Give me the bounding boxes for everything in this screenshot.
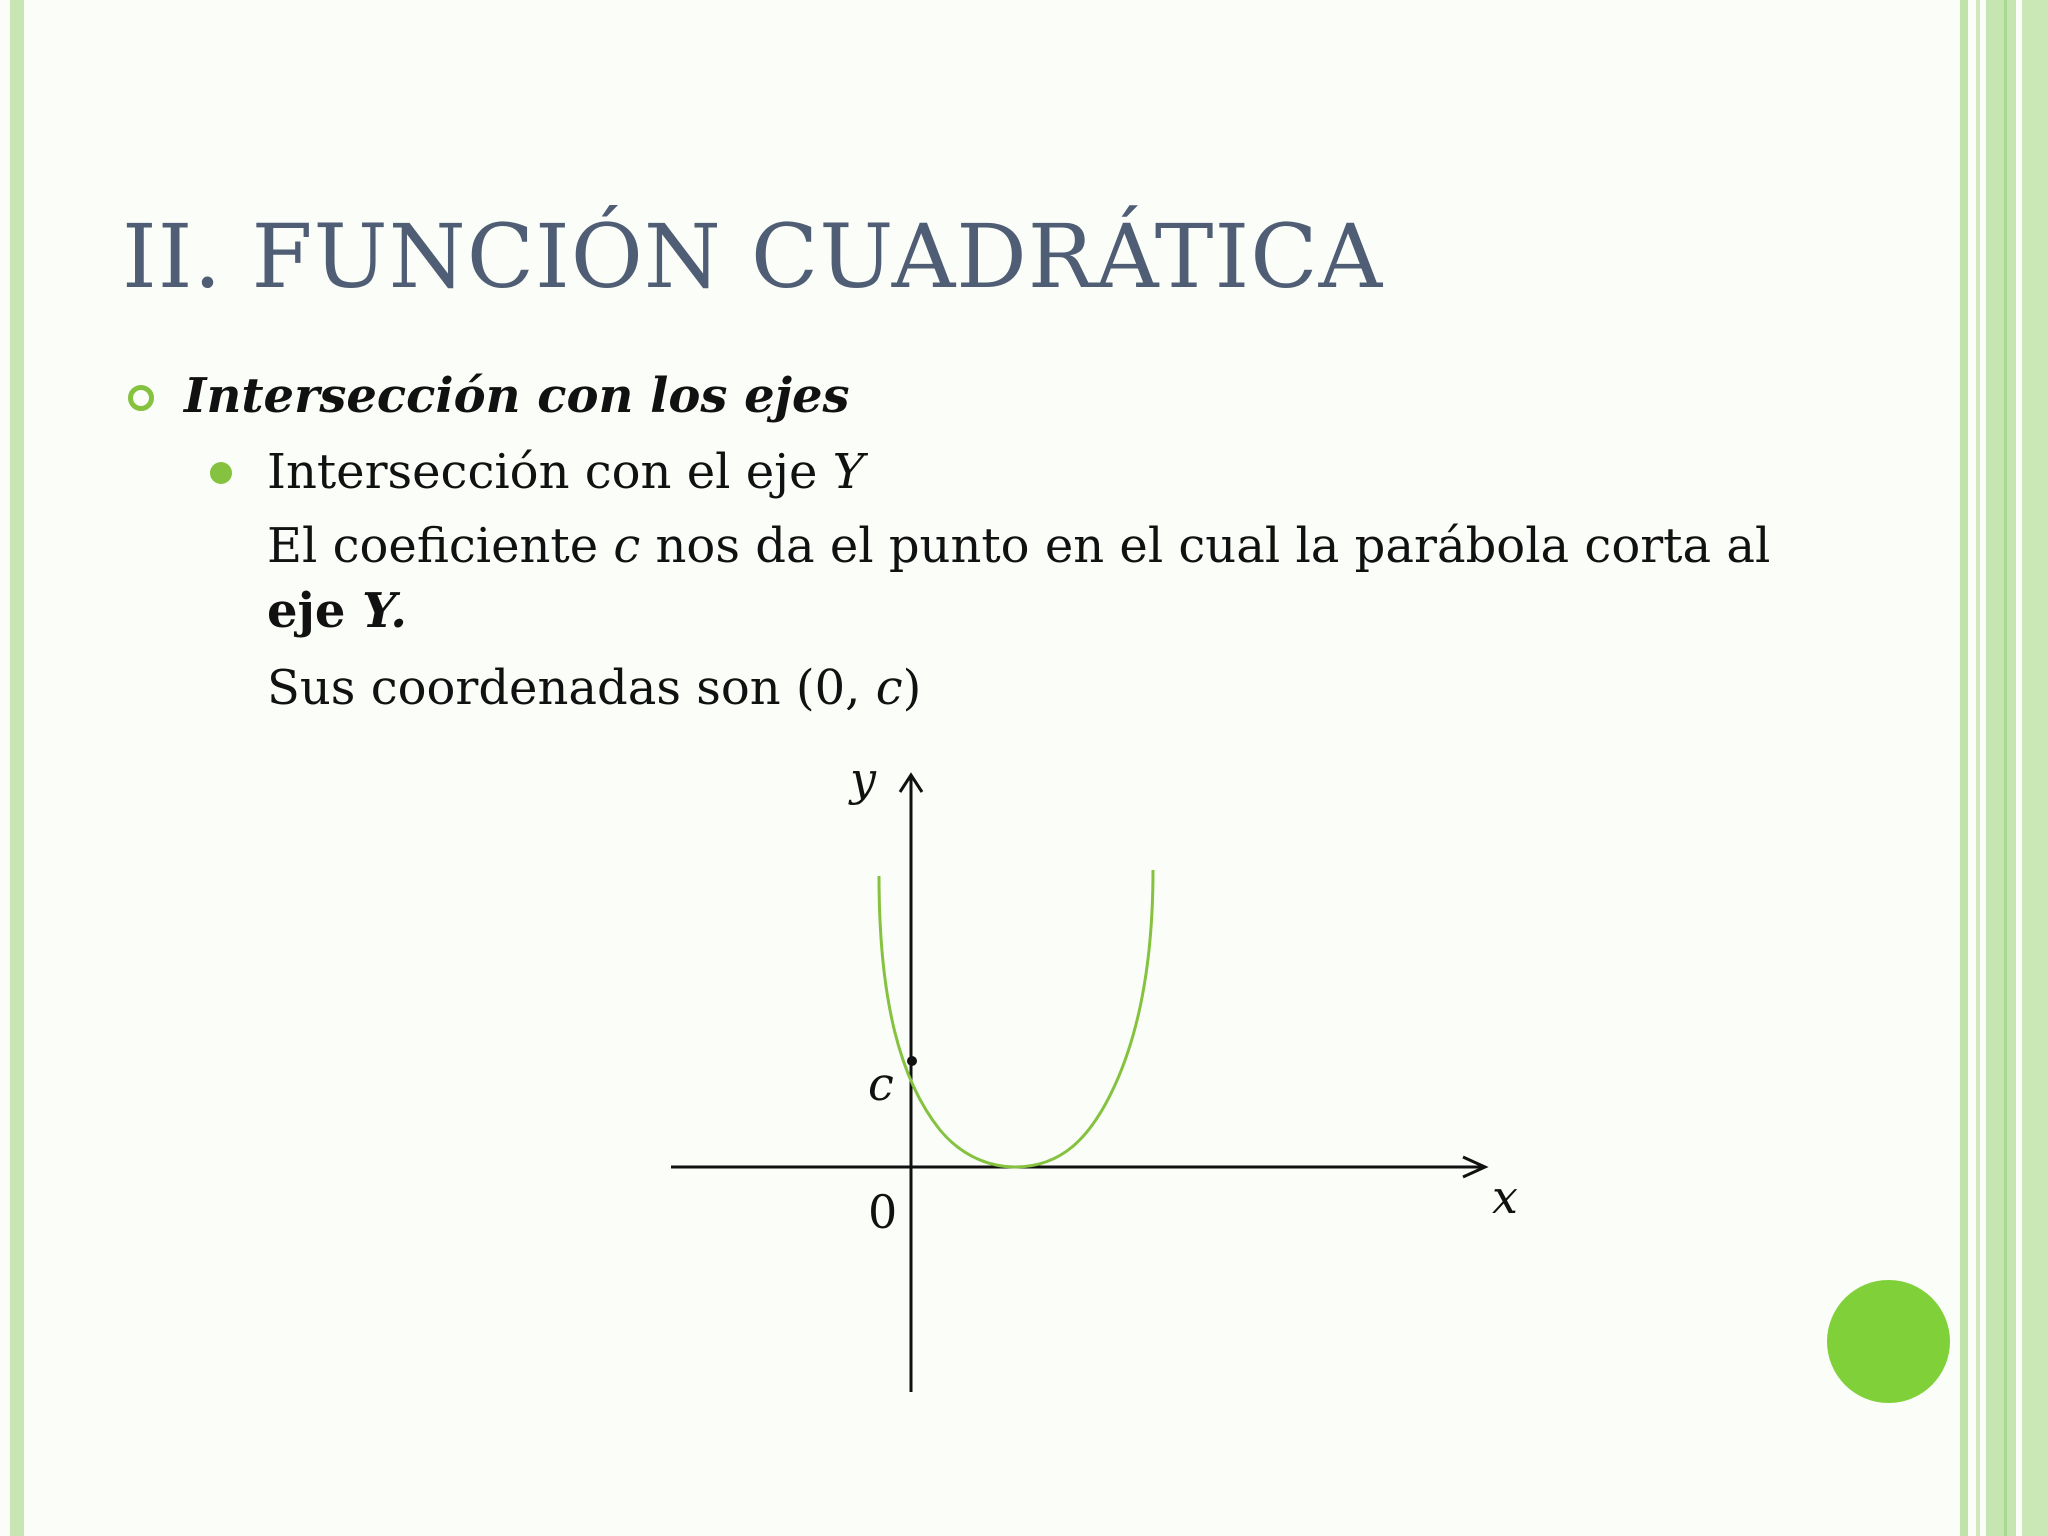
para1-cont-variable: Y. [362,583,407,639]
c-label: c [868,1057,894,1111]
sub-bullet-prefix: Intersección con el eje [267,444,833,500]
para1-after: nos da el punto en el cual la parábola corta al [640,518,1771,574]
para2-variable: c [875,660,903,716]
para1-before: El coeficiente [267,518,614,574]
sub-bullet-variable: Y [832,444,865,500]
y-intercept-point [907,1056,917,1066]
x-axis-label: x [1492,1170,1518,1224]
decorative-green-circle [1827,1280,1950,1403]
origin-label: 0 [868,1185,898,1239]
parabola-curve [879,870,1153,1167]
para2-before: Sus coordenadas son (0, [267,660,876,716]
slide-title: II. FUNCIÓN CUADRÁTICA [122,205,1384,308]
para1-cont-before: eje [267,583,363,639]
para1-variable: c [613,518,641,574]
bullet-heading: Intersección con los ejes [184,368,850,424]
y-axis-label: y [850,752,876,806]
para2-after: ) [902,660,922,716]
